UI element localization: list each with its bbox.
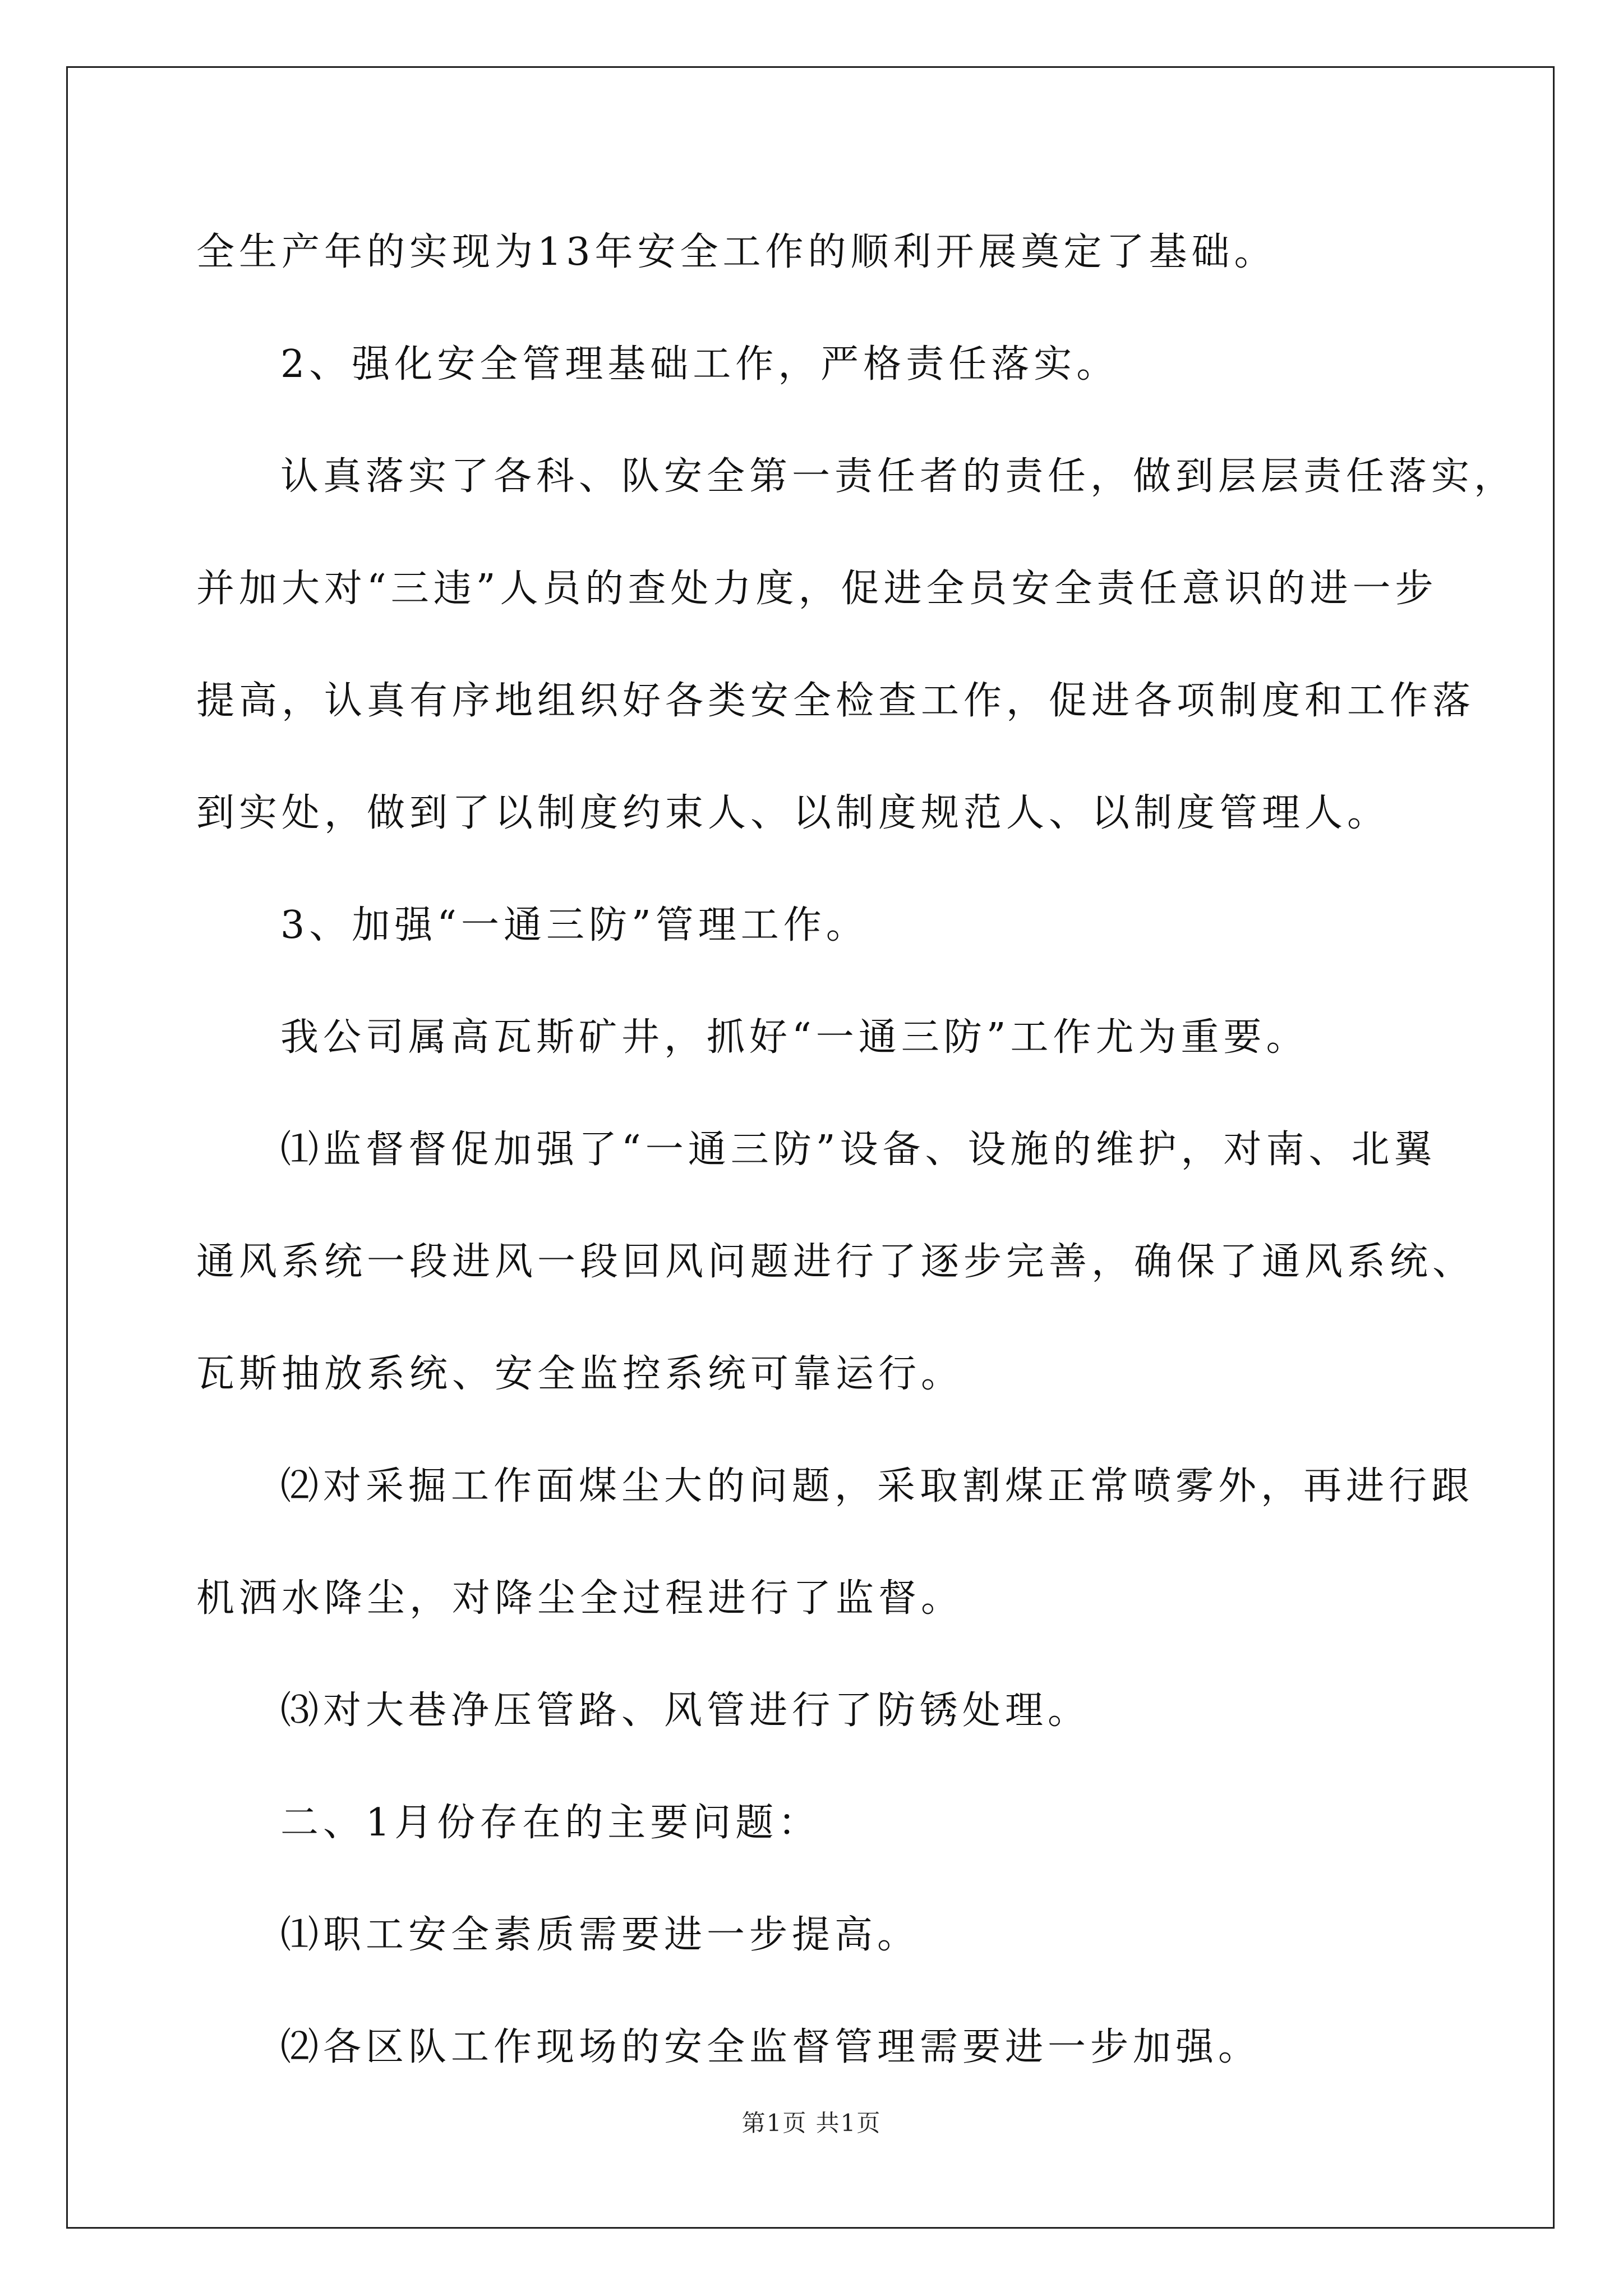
page-number-footer: 第1页 共1页 bbox=[741, 2109, 882, 2137]
text-line: 瓦斯抽放系统、安全监控系统可靠运行。 bbox=[196, 1352, 964, 1396]
text-line: 到实处，做到了以制度约束人、以制度规范人、以制度管理人。 bbox=[196, 791, 1390, 835]
text-line: 二、1月份存在的主要问题： bbox=[280, 1801, 821, 1845]
text-line: 提高，认真有序地组织好各类安全检查工作，促进各项制度和工作落 bbox=[196, 679, 1476, 723]
text-line: ⑵对采掘工作面煤尘大的问题，采取割煤正常喷雾外，再进行跟 bbox=[280, 1464, 1474, 1508]
text-line: 2、强化安全管理基础工作，严格责任落实。 bbox=[280, 342, 1119, 386]
text-line: ⑵各区队工作现场的安全监督管理需要进一步加强。 bbox=[280, 2025, 1261, 2069]
text-line: ⑶对大巷净压管路、风管进行了防锈处理。 bbox=[280, 1688, 1091, 1733]
document-body bbox=[196, 222, 1517, 2129]
text-line: 通风系统一段进风一段回风问题进行了逐步完善，确保了通风系统、 bbox=[196, 1240, 1476, 1284]
text-line: 全生产年的实现为13年安全工作的顺利开展奠定了基础。 bbox=[196, 230, 1277, 274]
text-line: ⑴监督督促加强了“一通三防”设备、设施的维护，对南、北翼 bbox=[280, 1128, 1437, 1172]
text-line: ⑴职工安全素质需要进一步提高。 bbox=[280, 1913, 920, 1957]
text-line: 认真落实了各科、队安全第一责任者的责任，做到层层责任落实， bbox=[280, 454, 1517, 499]
text-line: 并加大对“三违”人员的查处力度，促进全员安全责任意识的进一步 bbox=[196, 567, 1438, 611]
text-line: 机洒水降尘，对降尘全过程进行了监督。 bbox=[196, 1576, 964, 1621]
text-line: 我公司属高瓦斯矿井，抓好“一通三防”工作尤为重要。 bbox=[280, 1015, 1309, 1060]
text-line: 3、加强“一通三防”管理工作。 bbox=[280, 903, 869, 947]
